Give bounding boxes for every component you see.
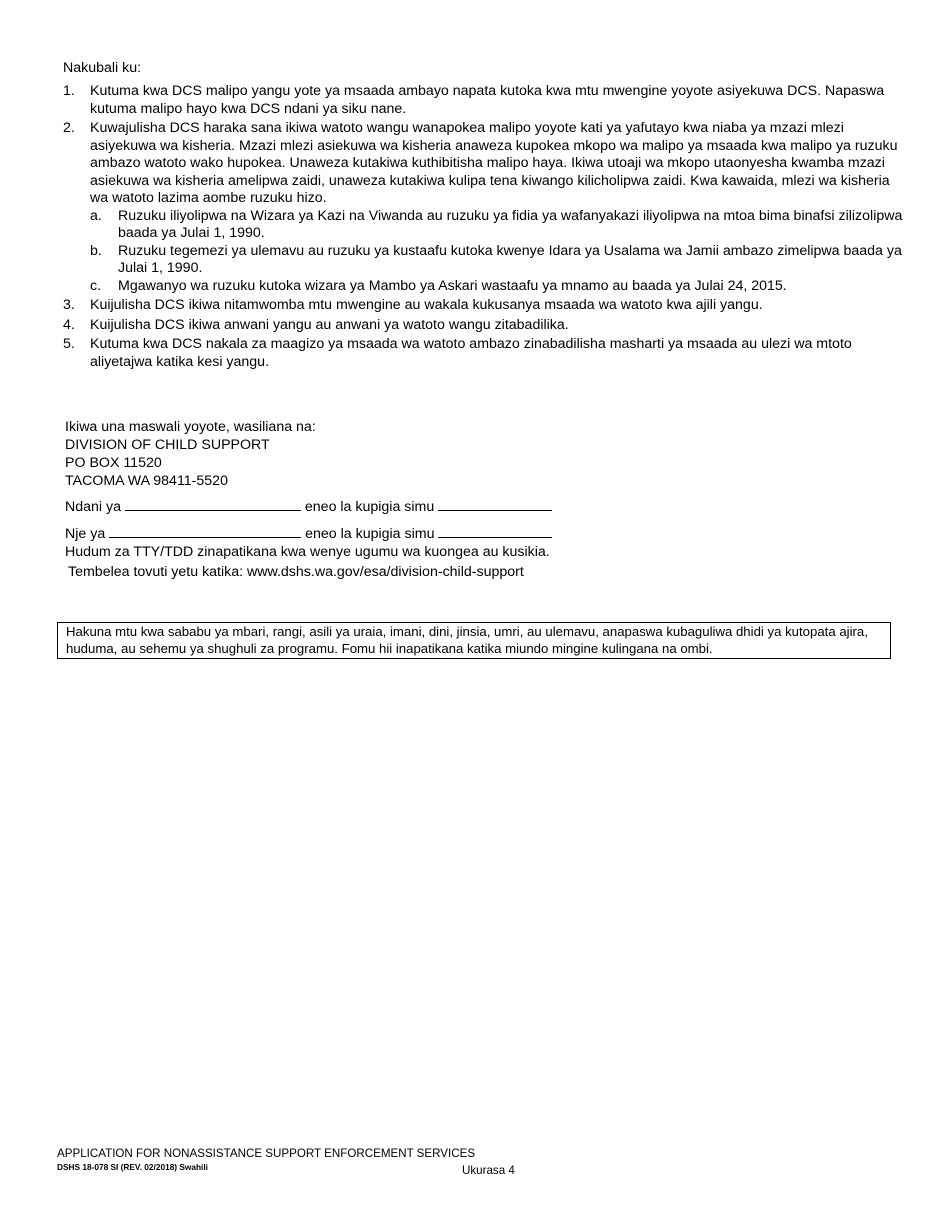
- item-number: 2.: [63, 120, 75, 136]
- item-number: 3.: [63, 297, 75, 313]
- sub-item-text: Mgawanyo wa ruzuku kutoka wizara ya Mambo ya Askari wastaafu ya mnamo au baada ya Julai 24, 2015.: [118, 277, 787, 294]
- agreement-item: [63, 120, 908, 295]
- agreement-item: [63, 297, 908, 315]
- sub-item-text: Ruzuku iliyolipwa na Wizara ya Kazi na Viwanda au ruzuku ya fidia ya wafanyakazi iliyolipwa na mtoa bima binafsi zilizolipwa baada ya Julai 1, 1990.: [118, 207, 903, 241]
- website-text: Tembelea tovuti yetu katika: www.dshs.wa.gov/esa/division-child-support: [68, 564, 524, 580]
- outside-phone-field[interactable]: [109, 525, 301, 538]
- contact-lead: Ikiwa una maswali yoyote, wasiliana na:: [65, 419, 316, 435]
- area-label: eneo la kupigia simu: [304, 499, 435, 515]
- outside-area-field[interactable]: [438, 525, 552, 538]
- contact-pobox: PO BOX 11520: [65, 455, 162, 471]
- area-label: eneo la kupigia simu: [305, 526, 435, 542]
- agreement-item: [63, 317, 908, 335]
- item-text: Kutuma kwa DCS nakala za maagizo ya msaada wa watoto ambazo zinabadilisha masharti ya msaada au ulezi wa mtoto aliyetajwa katika kesi yangu.: [90, 336, 852, 370]
- item-text: Kuijulisha DCS ikiwa anwani yangu au anwani ya watoto wangu zitabadilika.: [90, 316, 569, 333]
- phone-row-outside: [65, 525, 552, 542]
- tty-notice: Hudum za TTY/TDD zinapatikana kwa wenye ugumu wa kuongea au kusikia.: [65, 544, 550, 560]
- item-number: 1.: [63, 83, 75, 99]
- inside-label: Ndani ya: [65, 499, 121, 515]
- contact-city: TACOMA WA 98411-5520: [65, 473, 228, 489]
- contact-block: [65, 418, 316, 490]
- item-number: 5.: [63, 336, 75, 352]
- sub-item: [90, 243, 908, 278]
- sub-item-letter: a.: [90, 207, 102, 224]
- agreement-list: [63, 83, 908, 373]
- sub-item-letter: b.: [90, 242, 102, 259]
- sub-item-letter: c.: [90, 277, 102, 294]
- footer-page-number: Ukurasa 4: [462, 1164, 515, 1177]
- item-text: Kuijulisha DCS ikiwa nitamwomba mtu mwengine au wakala kukusanya msaada wa watoto kwa ajili yangu.: [90, 297, 763, 313]
- inside-area-field[interactable]: [438, 498, 552, 511]
- agreement-item: [63, 83, 908, 118]
- item-text: Kuwajulisha DCS haraka sana ikiwa watoto wangu wanapokea malipo yoyote kati ya yafutayo kwa niaba ya mzazi mlezi asiyekuwa wa kisheria. Mzazi mlezi asiekuwa wa kisheria anaweza kupokea mkopo wa malipo ya msaada kwa malipo ya ruzuku ambazo watoto wako hupokea. Unaweza kutakiwa kuthibitisha malipo haya. Ikiwa utoaji wa mkopo utaonyesha kwamba mzazi asiekuwa wa kisheria amelipwa zaidi, unaweza kutakiwa kulipa tena kiwango kilicholipwa zaidi. Kwa kawaida, mlezi wa kisheria wa watoto lazima aombe ruzuku hizo.: [90, 120, 898, 206]
- nondiscrimination-notice: Hakuna mtu kwa sababu ya mbari, rangi, asili ya uraia, imani, dini, jinsia, umri, au ulemavu, anapaswa kubaguliwa dhidi ya kutopata ajira, huduma, au sehemu ya shughuli za programu. Fomu hii inapatikana katika miundo mingine kulingana na ombi.: [57, 622, 891, 659]
- inside-phone-field[interactable]: [125, 498, 301, 511]
- sub-item-text: Ruzuku tegemezi ya ulemavu au ruzuku ya kustaafu kutoka kwenye Idara ya Usalama wa Jamii ambazo zimelipwa baada ya Julai 1, 1990.: [118, 242, 902, 276]
- footer-form-title: APPLICATION FOR NONASSISTANCE SUPPORT ENFORCEMENT SERVICES: [57, 1147, 476, 1160]
- intro-text: Nakubali ku:: [63, 60, 142, 76]
- sub-item: [90, 208, 908, 243]
- item-text: Kutuma kwa DCS malipo yangu yote ya msaada ambayo napata kutoka kwa mtu mwengine yoyote asiyekuwa DCS. Napaswa kutuma malipo hayo kwa DCS ndani ya siku nane.: [90, 83, 885, 117]
- outside-label: Nje ya: [65, 526, 106, 542]
- contact-org: DIVISION OF CHILD SUPPORT: [65, 437, 270, 453]
- footer-form-id: DSHS 18-078 SI (REV. 02/2018) Swahili: [57, 1162, 208, 1172]
- sub-item: [90, 278, 908, 296]
- item-number: 4.: [63, 316, 75, 333]
- phone-row-inside: [65, 498, 552, 515]
- agreement-item: [63, 336, 908, 371]
- benefit-sublist: [90, 208, 908, 296]
